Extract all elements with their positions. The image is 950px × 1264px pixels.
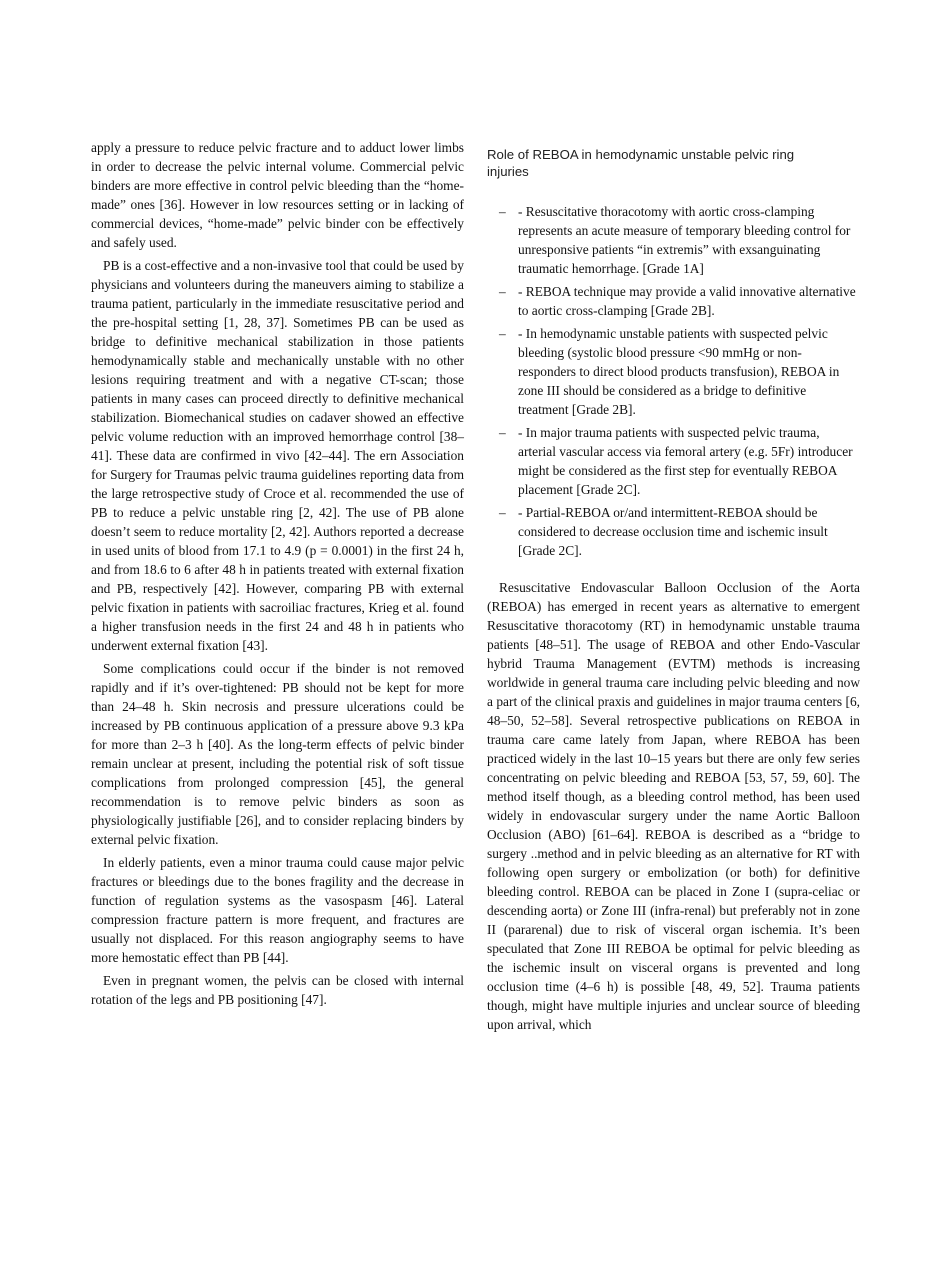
recommendation-text: - Partial-REBOA or/and intermittent-REBOA should be considered to decrease occlusion time and ischemic insult [Grade 2C]. [518,505,828,558]
right-column [487,146,860,1038]
recommendation-item [487,503,860,560]
left-column [91,138,464,1013]
body-paragraph: In elderly patients, even a minor trauma could cause major pelvic fractures or bleedings due to the bones fragility and the decrease in function of regulation systems as the vasospasm [46]. Lateral compression fracture pattern is more frequent, and fractures are usually not displaced. For this reason angiography seems to have more hemostatic effect than PB [44]. [91,855,464,965]
dash-bullet-icon: – [499,326,506,341]
recommendation-list [487,202,860,560]
recommendation-text: - In hemodynamic unstable patients with suspected pelvic bleeding (systolic blood pressure <90 mmHg or non-responders to direct blood products transfusion), REBOA in zone III should be considered as a bridge to definitive treatment [Grade 2B]. [518,326,840,417]
body-paragraph: apply a pressure to reduce pelvic fracture and to adduct lower limbs in order to decrease the pelvic internal volume. Commercial pelvic binders are more effective in control pelvic bleeding than the “home-made” ones [36]. However in low resources setting or in lacking of commercial devices, “home-made” pelvic binder con be effectively and safely used. [91,140,464,250]
recommendation-item [487,423,860,499]
spacer [487,564,860,578]
recommendation-item [487,324,860,419]
recommendation-item [487,202,860,278]
dash-bullet-icon: – [499,204,506,219]
recommendation-text: - REBOA technique may provide a valid innovative alternative to aortic cross-clamping [Grade 2B]. [518,284,856,318]
body-paragraph: Some complications could occur if the binder is not removed rapidly and if it’s over-tightened: PB should not be kept for more than 24–48 h. Skin necrosis and pressure ulcerations could be increased by PB continuous application of a pressure above 9.3 kPa for more than 2–3 h [40]. As the long-term effects of pelvic binder remain unclear at present, including the potential risk of soft tissue complications from prolonged compression [45], the general recommendation is to remove pelvic binders as soon as physiologically justifiable [26], and to consider replacing binders by external pelvic fixation. [91,661,464,847]
dash-bullet-icon: – [499,505,506,520]
recommendation-item [487,282,860,320]
body-paragraph: PB is a cost-effective and a non-invasive tool that could be used by physicians and volunteers during the maneuvers aiming to stabilize a trauma patient, particularly in the immediate resuscitative period and the pre-hospital setting [1, 28, 37]. Sometimes PB can be used as bridge to definitive mechanical stabilization in those patients hemodynamically stable and mechanically unstable with no other lesions requiring treatment and with a negative CT-scan; those patients in many cases can proceed directly to definitive mechanical stabilization. Biomechanical studies on cadaver showed an effective pelvic volume reduction with an improved hemorrhage control [38–41]. These data are confirmed in vivo [42–44]. The ern Association for Surgery for Traumas pelvic trauma guidelines reporting data from the large retrospective study of Croce et al. recommended the use of PB to reduce a pelvic unstable ring [2, 42]. The use of PB alone doesn’t seem to reduce mortality [2, 42]. Authors reported a decrease in used units of blood from 17.1 to 4.9 (p = 0.0001) in the first 24 h, and from 18.6 to 6 after 48 h in patients treated with external fixation and PB, respectively [42]. However, comparing PB with external pelvic fixation in patients with sacroiliac fractures, Krieg et al. found a higher transfusion needs in the first 24 and 48 h in patients who underwent external fixation [43]. [91,258,464,653]
body-paragraph: Even in pregnant women, the pelvis can be closed with internal rotation of the legs and PB positioning [47]. [91,973,464,1007]
body-paragraph: Resuscitative Endovascular Balloon Occlusion of the Aorta (REBOA) has emerged in recent years as alternative to emergent Resuscitative thoracotomy (RT) in hemodynamic unstable trauma patients [48–51]. The usage of REBOA and other Endo-Vascular hybrid Trauma Management (EVTM) methods is increasing worldwide in general trauma care including pelvic bleeding and now a part of the clinical praxis and guidelines in major trauma centers [6, 48–50, 52–58]. Several retrospective publications on REBOA in trauma care came lately from Japan, where REBOA has been practiced widely in the last 10–15 years but there are only few series concentrating on pelvic bleeding and REBOA [53, 57, 59, 60]. The method itself though, as a bleeding control method, has been used widely in endovascular surgery under the name Aortic Balloon Occlusion (ABO) [61–64]. REBOA is described as a “bridge to surgery ..method and in pelvic bleeding as an alternative for RT with following open surgery or embolization (or both) for definitive bleeding control. REBOA can be placed in Zone I (supra-celiac or descending aorta) or Zone III (infra-renal) but preferably not in zone II (pararenal) due to risk of visceral organ ischemia. It’s been speculated that Zone III REBOA be optimal for pelvic bleeding as the ischemic insult on visceral organs is prevented and long occlusion time (4–6 h) is possible [48, 49, 52]. Trauma patients though, might have multiple injuries and unclear source of bleeding upon arrival, which [487,580,860,1032]
recommendation-box-title: Role of REBOA in hemodynamic unstable pelvic ring injuries [487,147,795,179]
dash-bullet-icon: – [499,425,506,440]
recommendation-text: - In major trauma patients with suspected pelvic trauma, arterial vascular access via femoral artery (e.g. 5Fr) introducer might be considered as the first step for eventually REBOA placement [Grade 2C]. [518,425,853,497]
recommendation-text: - Resuscitative thoracotomy with aortic cross-clamping represents an acute measure of temporary bleeding control for unresponsive patients “in extremis” with exsanguinating traumatic hemorrhage. [Grade 1A] [518,204,851,276]
dash-bullet-icon: – [499,284,506,299]
